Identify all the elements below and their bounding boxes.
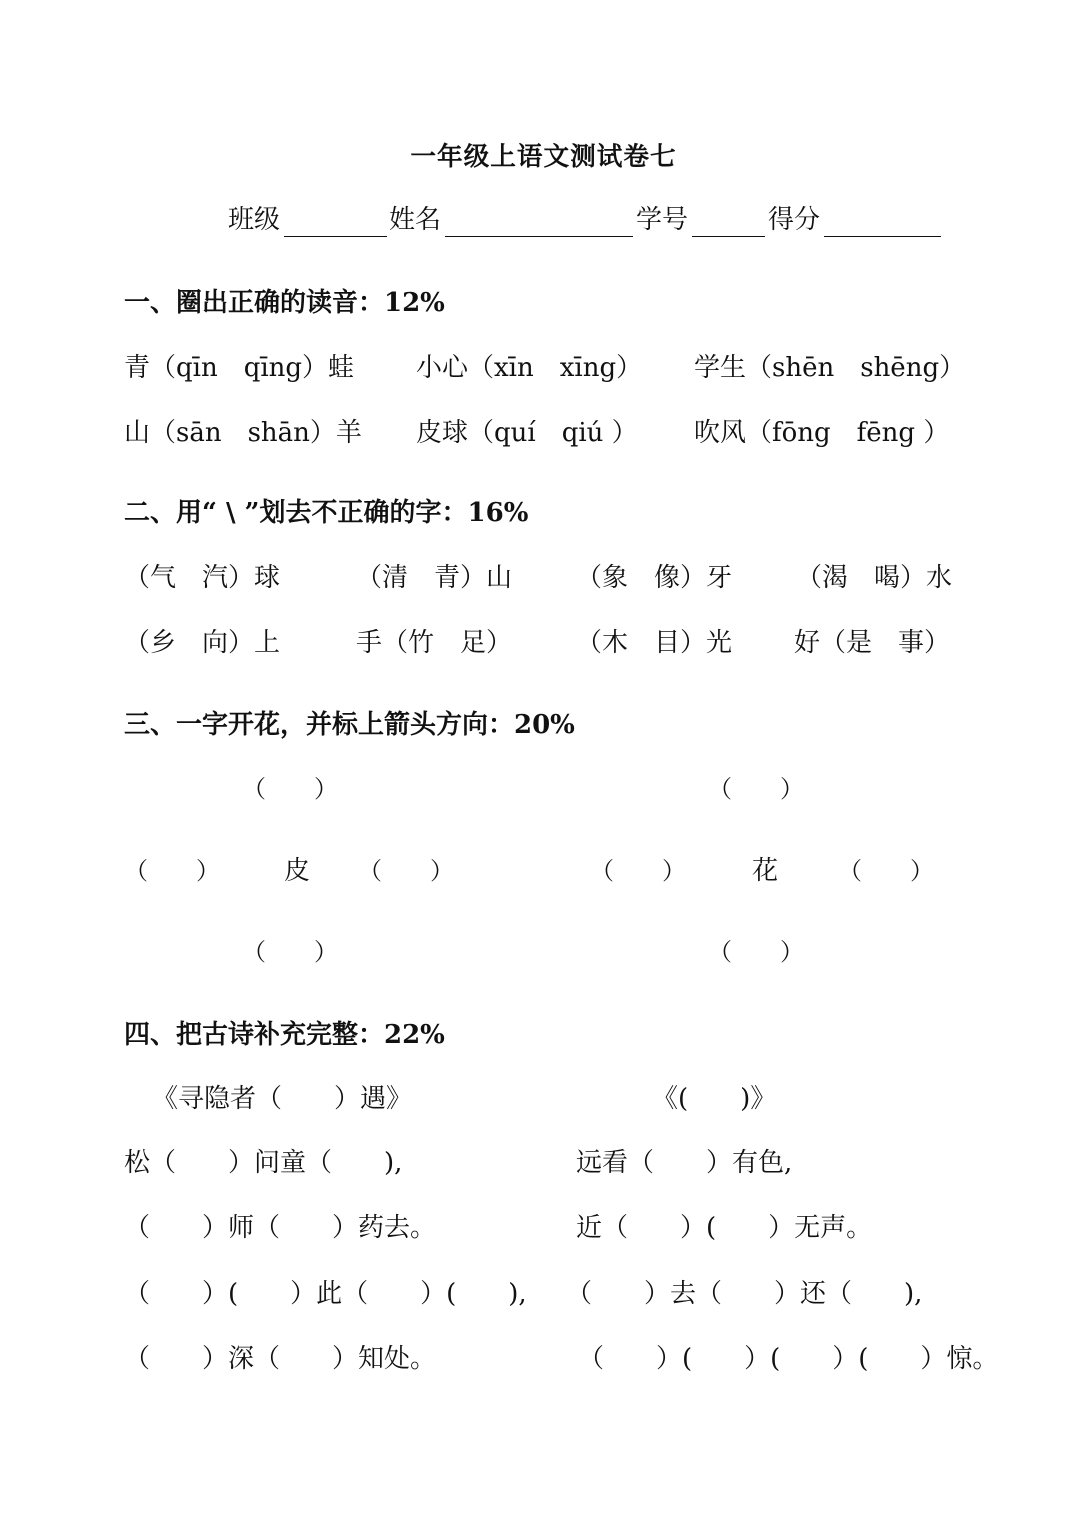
poem2-line: 近（ ）( ）无声。 [576,1213,873,1243]
char-choice-item: （木 目）光 [576,628,733,658]
name-blank[interactable] [445,236,633,237]
poem1-line: 松（ ）问童（ ), [124,1148,403,1178]
flower-blank-bottom[interactable]: （ ） [708,938,804,966]
score-blank[interactable] [824,236,941,237]
pinyin-item: 学生（shēn shēng） [694,353,966,383]
section3-heading: 三、一字开花，并标上箭头方向：20% [124,710,575,740]
char-choice-item: 好（是 事） [794,628,951,658]
class-blank[interactable] [284,236,387,237]
poem1-line: （ ）师（ ）药去。 [124,1213,437,1243]
flower-blank-left[interactable]: （ ） [590,857,686,885]
poem2-line: （ ）去（ ）还（ ), [566,1279,923,1309]
poem2-line: （ ）( ）( ）( ）惊。 [578,1344,999,1374]
pinyin-item: 小心（xīn xīng） [416,353,643,383]
id-blank[interactable] [692,236,765,237]
char-choice-item: （渴 喝）水 [796,563,953,593]
pinyin-item: 皮球（quí qiú ） [416,418,638,448]
pinyin-item: 青（qīn qīng）蛙 [124,353,355,383]
flower-blank-right[interactable]: （ ） [358,857,454,885]
char-choice-item: （清 青）山 [356,563,513,593]
name-label: 姓名 [389,205,442,235]
poem1-line: （ ）( ）此（ ）( ), [124,1279,527,1309]
id-label: 学号 [636,205,689,235]
pinyin-item: 山（sān shān）羊 [124,418,362,448]
char-choice-item: （乡 向）上 [124,628,281,658]
flower-center-char: 花 [752,856,779,886]
char-choice-item: （象 像）牙 [576,563,733,593]
poem1-line: （ ）深（ ）知处。 [124,1344,437,1374]
section2-heading: 二、用“ \ ”划去不正确的字：16% [124,498,529,528]
flower-blank-top[interactable]: （ ） [708,775,804,803]
poem1-title: 《寻隐者（ ）遇》 [152,1084,413,1114]
flower-blank-top[interactable]: （ ） [242,775,338,803]
class-label: 班级 [228,205,281,235]
page-title: 一年级上语文测试卷七 [410,142,677,172]
poem2-line: 远看（ ）有色, [576,1148,793,1178]
flower-center-char: 皮 [284,856,311,886]
flower-blank-bottom[interactable]: （ ） [242,938,338,966]
pinyin-item: 吹风（fōng fēng ） [694,418,950,448]
flower-blank-right[interactable]: （ ） [838,857,934,885]
score-label: 得分 [768,205,821,235]
char-choice-item: 手（竹 足） [356,628,513,658]
section1-heading: 一、圈出正确的读音：12% [124,288,445,318]
section4-heading: 四、把古诗补充完整：22% [124,1020,445,1050]
char-choice-item: （气 汽）球 [124,563,281,593]
poem2-title: 《( )》 [652,1084,777,1114]
flower-blank-left[interactable]: （ ） [124,857,220,885]
